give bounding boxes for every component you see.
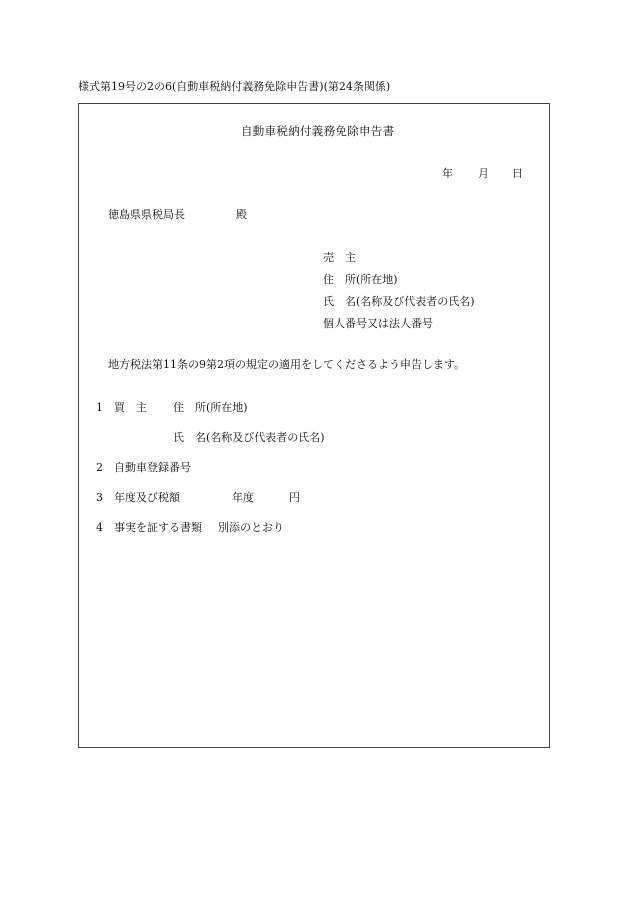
seller-address-label: 住 所(所在地)	[323, 273, 398, 286]
item2-label: 自動車登録番号	[114, 461, 191, 474]
item3-number: 3	[96, 491, 103, 504]
item1-label: 買 主	[114, 401, 147, 414]
item2-number: 2	[96, 461, 103, 474]
seller-id-number-label: 個人番号又は法人番号	[323, 317, 433, 330]
seller-heading: 売 主	[323, 251, 356, 264]
declaration-text: 地方税法第11条の9第2項の規定の適用をしてくださるよう申告します。	[108, 358, 466, 371]
item1-buyer-address-label: 住 所(所在地)	[173, 401, 248, 414]
item4-number: 4	[96, 521, 103, 534]
item1-number: 1	[96, 401, 103, 414]
item4-label: 事実を証する書類	[114, 521, 202, 534]
addressee-honorific: 殿	[236, 208, 247, 221]
date-month-label: 月	[478, 167, 489, 180]
form-frame	[78, 103, 550, 748]
date-year-label: 年	[442, 167, 453, 180]
addressee-name: 徳島県県税局長	[108, 208, 185, 221]
document-title: 自動車税納付義務免除申告書	[241, 124, 395, 138]
item3-year-unit: 年度	[232, 491, 254, 504]
form-number-header: 様式第19号の2の6(自動車税納付義務免除申告書)(第24条関係)	[78, 80, 391, 93]
item3-label: 年度及び税額	[114, 491, 180, 504]
item4-value: 別添のとおり	[218, 521, 284, 534]
item3-currency-unit: 円	[289, 491, 300, 504]
date-day-label: 日	[512, 167, 523, 180]
seller-name-label: 氏 名(名称及び代表者の氏名)	[323, 295, 475, 308]
item1-buyer-name-label: 氏 名(名称及び代表者の氏名)	[173, 431, 325, 444]
